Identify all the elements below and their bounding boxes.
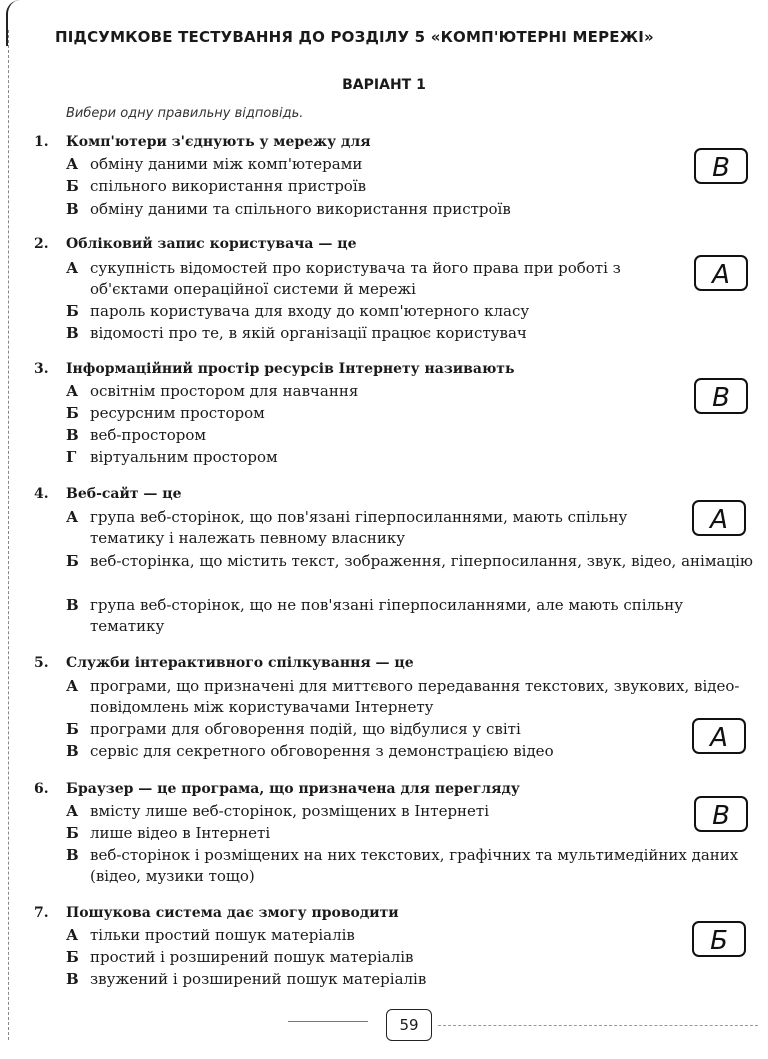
question-text: Комп'ютери з'єднують у мережу для <box>66 134 371 150</box>
option-text: лише відео в Інтернеті <box>90 824 271 842</box>
question-number: 3. <box>34 361 49 377</box>
option-letter: А <box>66 155 79 173</box>
option-letter: В <box>66 970 79 988</box>
answer-box[interactable]: В <box>694 796 748 832</box>
question-number: 2. <box>34 236 49 252</box>
option-letter: А <box>66 259 79 277</box>
question-number: 4. <box>34 486 49 502</box>
option-letter: В <box>66 324 79 342</box>
option-letter: В <box>66 426 79 444</box>
page-number: 59 <box>386 1009 432 1041</box>
option-text: вмісту лише веб-сторінок, розміщених в Інтернеті <box>90 802 490 820</box>
option-text: веб-сторінка, що містить текст, зображення, гіперпосилання, звук, відео, анімацію <box>90 552 753 570</box>
option-text: обміну даними та спільного використання пристроїв <box>90 200 511 218</box>
corner-mark <box>6 0 26 46</box>
option-letter: Б <box>66 404 79 422</box>
option-text: освітнім простором для навчання <box>90 382 359 400</box>
page-title: ПІДСУМКОВЕ ТЕСТУВАННЯ ДО РОЗДІЛУ 5 «КОМП'ЮТЕРНІ МЕРЕЖІ» <box>55 28 654 46</box>
option-text: група веб-сторінок, що не пов'язані гіперпосиланнями, але мають спільну тематику <box>90 596 684 635</box>
answer-box[interactable]: В <box>694 378 748 414</box>
option-text: програми для обговорення подій, що відбулися у світі <box>90 720 521 738</box>
option-text: простий і розширений пошук матеріалів <box>90 948 414 966</box>
option-text: звужений і розширений пошук матеріалів <box>90 970 427 988</box>
option-text: група веб-сторінок, що пов'язані гіперпосиланнями, мають спільну тематику і належать певному власнику <box>90 508 628 547</box>
question-text: Пошукова система дає змогу проводити <box>66 905 399 921</box>
instruction-text: Вибери одну правильну відповідь. <box>66 106 304 121</box>
left-margin-rule <box>8 30 9 1040</box>
option-letter: В <box>66 596 79 614</box>
question-number: 7. <box>34 905 49 921</box>
option-text: сервіс для секретного обговорення з демонстрацією відео <box>90 742 554 760</box>
answer-box[interactable]: Б <box>692 921 746 957</box>
question-text: Служби інтерактивного спілкування — це <box>66 655 414 671</box>
answer-box[interactable]: А <box>692 718 746 754</box>
answer-box[interactable]: А <box>692 500 746 536</box>
question-number: 1. <box>34 134 49 150</box>
option-letter: А <box>66 926 79 944</box>
option-letter: Б <box>66 720 79 738</box>
option-text: обміну даними між комп'ютерами <box>90 155 363 173</box>
answer-box[interactable]: В <box>694 148 748 184</box>
option-letter: Г <box>66 448 77 466</box>
question-number: 6. <box>34 781 49 797</box>
option-letter: А <box>66 677 79 695</box>
question-text: Браузер — це програма, що призначена для перегляду <box>66 781 520 797</box>
footer-rule-left <box>288 1021 368 1022</box>
variant-heading: ВАРІАНТ 1 <box>342 77 426 93</box>
option-letter: Б <box>66 948 79 966</box>
option-letter: Б <box>66 302 79 320</box>
option-letter: В <box>66 200 79 218</box>
option-text: пароль користувача для входу до комп'ютерного класу <box>90 302 530 320</box>
option-letter: А <box>66 802 79 820</box>
question-text: Обліковий запис користувача — це <box>66 236 357 252</box>
option-letter: А <box>66 508 79 526</box>
footer-rule-right <box>438 1025 758 1026</box>
question-number: 5. <box>34 655 49 671</box>
option-letter: В <box>66 742 79 760</box>
question-text: Веб-сайт — це <box>66 486 182 502</box>
option-letter: Б <box>66 177 79 195</box>
option-letter: В <box>66 846 79 864</box>
option-text: сукупність відомостей про користувача та його права при роботі з об'єктами операційної системи й мережі <box>90 259 621 298</box>
option-text: тільки простий пошук матеріалів <box>90 926 355 944</box>
option-text: програми, що призначені для миттєвого передавання текстових, звукових, відео-повідомлень між користувачами Інтернету <box>90 677 740 716</box>
option-text: веб-сторінок і розміщених на них текстових, графічних та мультимедійних даних (відео, музики тощо) <box>90 846 739 885</box>
option-letter: А <box>66 382 79 400</box>
option-text: віртуальним простором <box>90 448 278 466</box>
option-text: веб-простором <box>90 426 207 444</box>
option-text: відомості про те, в якій організації працює користувач <box>90 324 527 342</box>
option-text: ресурсним простором <box>90 404 265 422</box>
question-text: Інформаційний простір ресурсів Інтернету називають <box>66 361 515 377</box>
answer-box[interactable]: А <box>694 255 748 291</box>
option-text: спільного використання пристроїв <box>90 177 367 195</box>
option-letter: Б <box>66 552 79 570</box>
option-letter: Б <box>66 824 79 842</box>
